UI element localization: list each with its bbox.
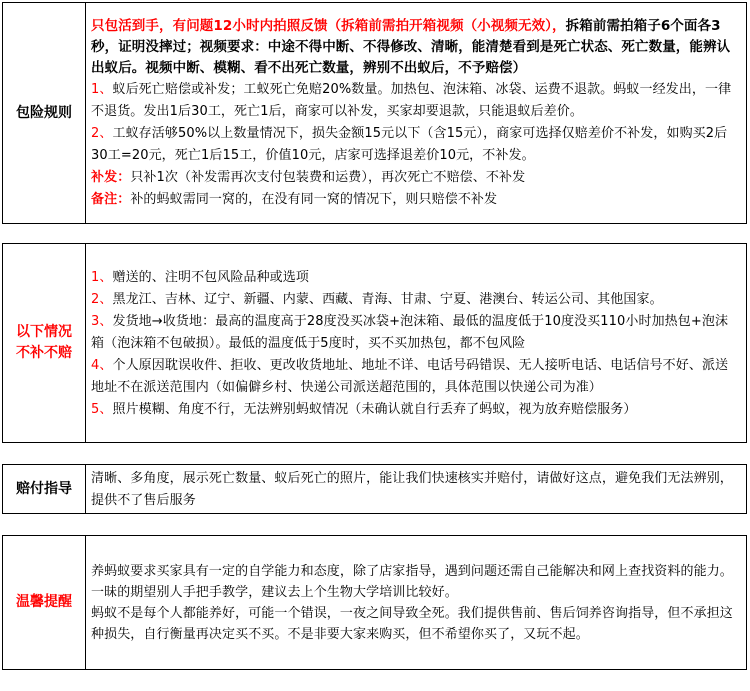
claim-guide-table [2, 464, 747, 514]
exclusions-content [86, 244, 747, 443]
exclusions-label-line1: 以下情况 [16, 324, 72, 340]
exclusion-item-text: 发货地→收货地：最高的温度高于28度没买冰袋+泡沫箱、最低的温度低于10度没买110小时加热包+泡沫箱（泡沫箱不包破损）。最低的温度低于5度时，买不买加热包，都不包风险 [91, 313, 729, 351]
exclusions-label-line2: 不补不赔 [16, 345, 72, 361]
exclusion-item-text: 照片模糊、角度不行，无法辨别蚂蚁情况（未确认就自行丢弃了蚂蚁，视为放弃赔偿服务） [112, 401, 637, 417]
reminder-table [2, 535, 747, 670]
exclusion-item-num: 2、 [91, 291, 113, 307]
insurance-note-text: 补的蚂蚁需同一窝的，在没有同一窝的情况下，则只赔偿不补发 [130, 192, 498, 207]
claim-guide-label: 赔付指导 [3, 465, 86, 514]
exclusions-table [2, 243, 747, 443]
insurance-note [91, 189, 741, 211]
exclusion-item-num: 4、 [91, 357, 113, 373]
exclusion-item [91, 355, 741, 399]
insurance-lead [91, 16, 741, 79]
exclusion-item [91, 289, 741, 311]
claim-guide-text: 清晰、多角度，展示死亡数量、蚁后死亡的照片，能让我们快速核实并赔付，请做好这点，避免我们无法辨别，提供不了售后服务 [86, 465, 747, 514]
exclusion-item-text: 赠送的、注明不包风险品种或选项 [112, 269, 309, 285]
insurance-note-label: 备注： [91, 192, 131, 207]
exclusion-item [91, 267, 741, 289]
insurance-item-2-text: 工蚁存活够50%以上数量情况下，损失金额15元以下（含15元），商家可选择仅赔差价不补发，如购买2后30工=20元，死亡1后15工，价值10元，店家可选择退差价10元，不补发。 [91, 126, 728, 163]
insurance-item-1-text: 蚁后死亡赔偿或补发；工蚁死亡免赔20%数量。加热包、泡沫箱、冰袋、运费不退款。蚂蚁一经发出，一律不退货。发出1后30工，死亡1后，商家可以补发，买家却要退款，只能退蚁后差价。 [91, 82, 732, 119]
insurance-resend-text: 只补1次（补发需再次支付包装费和运费），再次死亡不赔偿、不补发 [130, 170, 526, 185]
insurance-lead-red: 只包活到手，有问题12小时内拍照反馈（拆箱前需拍开箱视频（小视频无效）， [91, 18, 566, 34]
reminder-paragraph-3: 蚂蚁不是每个人都能养好，可能一个错误，一夜之间导致全死。我们提供售前、售后饲养咨询指导，但不承担这种损失，自行衡量再决定买不买。不是非要大家来购买，但不希望你买了，又玩不起。 [91, 606, 733, 642]
insurance-item-1-num: 1、 [91, 82, 113, 97]
reminder-paragraph-2: 一昧的期望别人手把手教学，建议去上个生物大学培训比较好。 [91, 585, 458, 600]
exclusion-item-text: 个人原因耽误收件、拒收、更改收货地址、地址不详、电话号码错误、无人接听电话、电话信号不好、派送地址不在派送范围内（如偏僻乡村、快递公司派送超范围的，具体范围以快递公司为准） [91, 357, 729, 395]
insurance-rules-table [2, 2, 747, 224]
insurance-lead-black: 拆箱前需拍箱子6个面各3秒，证明没摔过；视频要求：中途不得中断、不得修改、清晰，能清楚看到是死亡状态、死亡数量，能辨认出蚁后。视频中断、模糊、看不出死亡数量，辨别不出蚁后，不予赔偿） [91, 18, 731, 76]
reminder-paragraph-1: 养蚂蚁要求买家具有一定的自学能力和态度，除了店家指导，遇到问题还需自己能解决和网上查找资料的能力。 [91, 564, 733, 579]
reminder-label: 温馨提醒 [3, 536, 86, 670]
exclusion-item-text: 黑龙江、吉林、辽宁、新疆、内蒙、西藏、青海、甘肃、宁夏、港澳台、转运公司、其他国家。 [112, 291, 663, 307]
reminder-content [86, 536, 747, 670]
exclusion-item [91, 399, 741, 421]
insurance-resend [91, 167, 741, 189]
insurance-item-2-num: 2、 [91, 126, 113, 141]
insurance-item-1 [91, 79, 741, 123]
insurance-resend-label: 补发： [91, 170, 131, 185]
exclusion-item [91, 311, 741, 355]
exclusion-item-num: 3、 [91, 313, 113, 329]
exclusion-item-num: 1、 [91, 269, 113, 285]
insurance-rules-content [86, 3, 747, 224]
exclusions-label [3, 244, 86, 443]
exclusion-item-num: 5、 [91, 401, 113, 417]
insurance-item-2 [91, 123, 741, 167]
insurance-rules-label: 包险规则 [3, 3, 86, 224]
